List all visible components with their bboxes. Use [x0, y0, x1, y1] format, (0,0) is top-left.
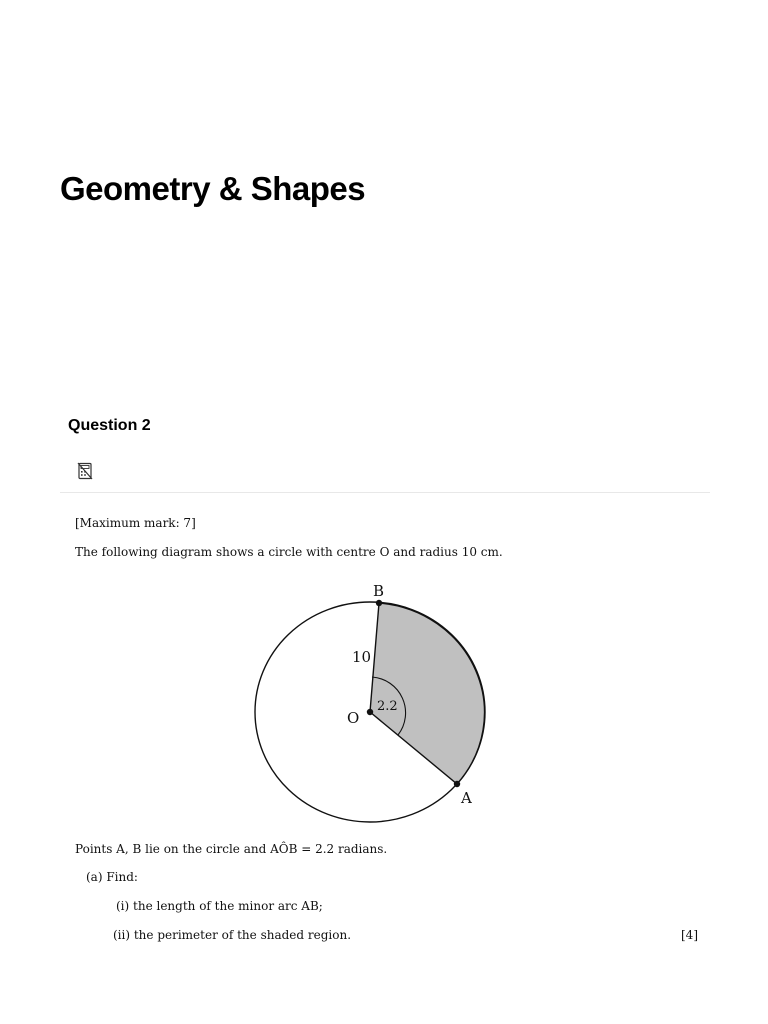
maximum-mark: [Maximum mark: 7] [75, 516, 196, 530]
label-angle: 2.2 [377, 699, 398, 714]
part-a-label: (a) Find: [86, 870, 138, 884]
marks-label: [4] [681, 928, 698, 942]
label-radius: 10 [352, 648, 372, 666]
part-ii: (ii) the perimeter of the shaded region. [113, 928, 352, 942]
circle-sector-diagram [240, 578, 500, 828]
shaded-sector [370, 603, 484, 784]
point-O [367, 709, 373, 715]
question-intro: The following diagram shows a circle with centre O and radius 10 cm. [75, 545, 503, 559]
part-i: (i) the length of the minor arc AB; [116, 899, 323, 913]
label-O: O [347, 709, 360, 727]
point-B [376, 600, 382, 606]
point-A [454, 781, 460, 787]
calculator-not-allowed-icon [77, 462, 93, 480]
divider [60, 492, 710, 493]
points-statement: Points A, B lie on the circle and AÔB = 2.2 radians. [75, 842, 388, 856]
page-title: Geometry & Shapes [60, 170, 366, 207]
label-A: A [461, 789, 472, 807]
label-B: B [373, 582, 385, 600]
question-heading: Question 2 [68, 417, 151, 434]
